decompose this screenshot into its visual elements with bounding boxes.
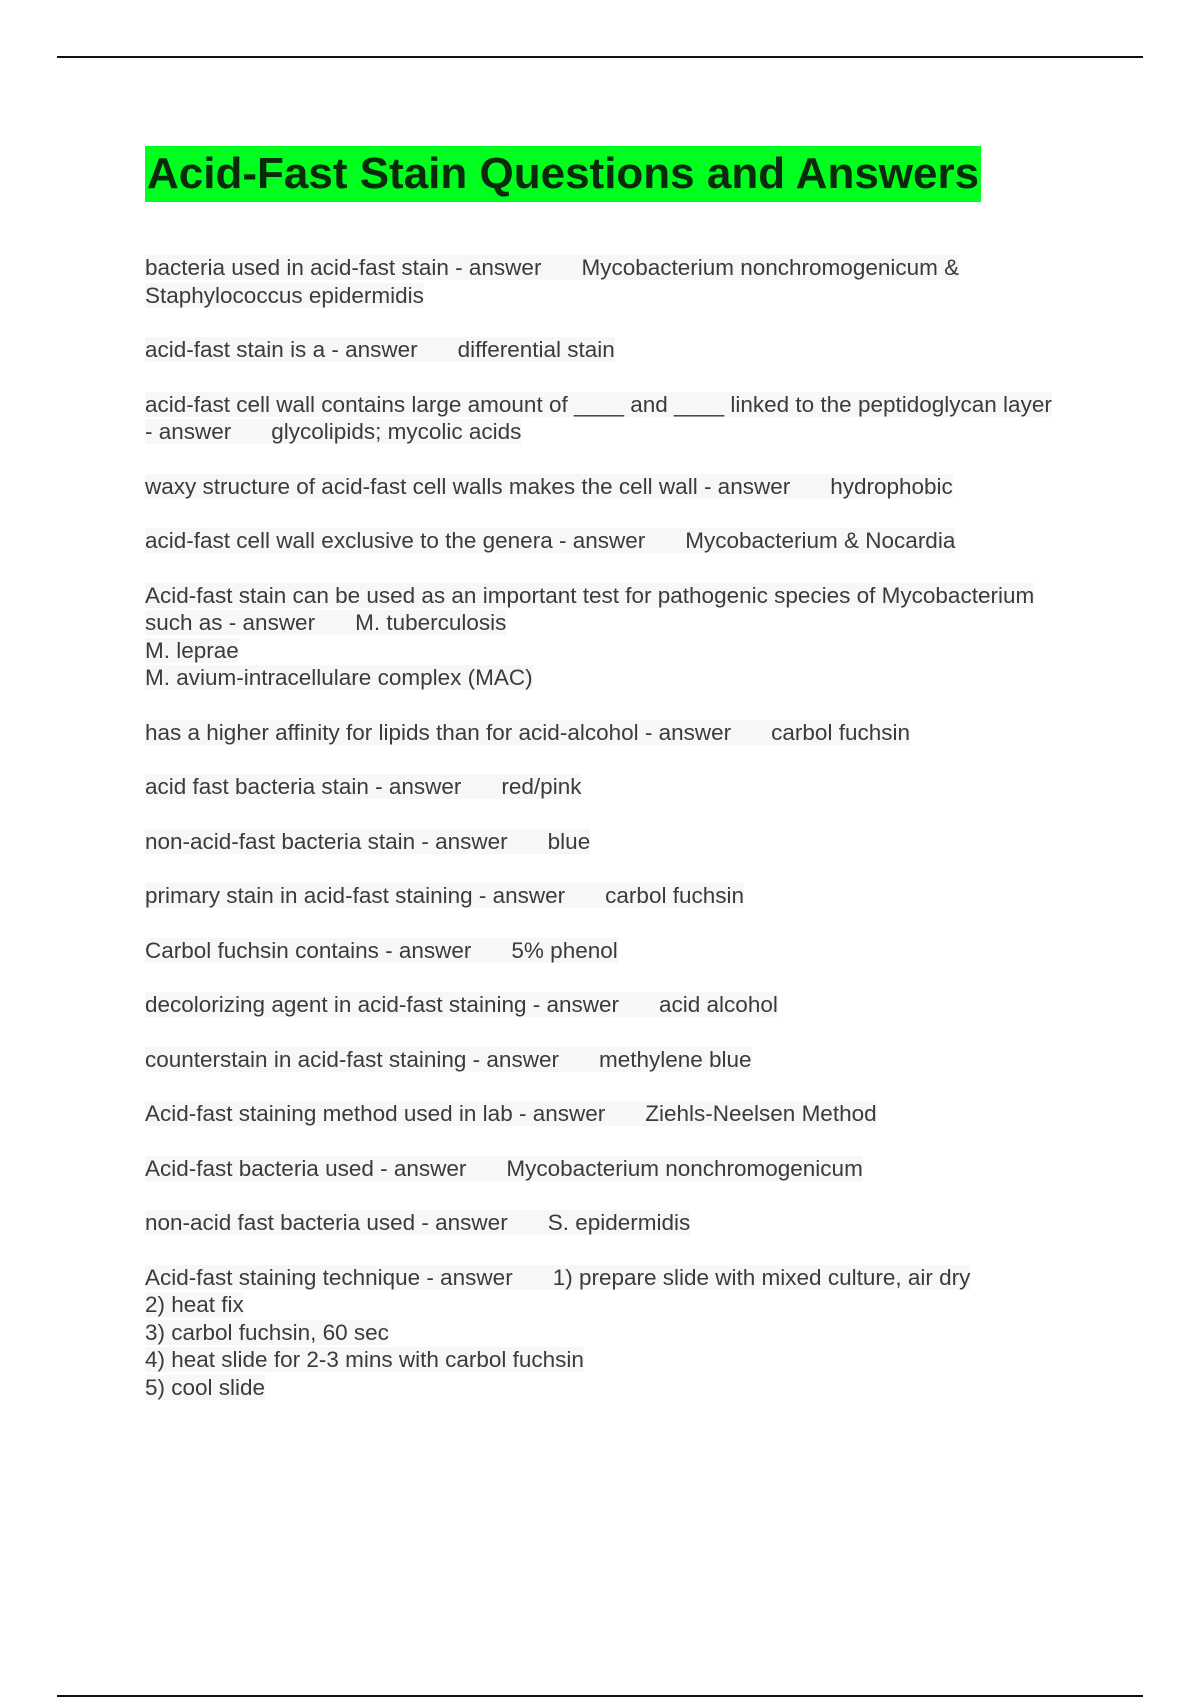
answer-continuation-text: 4) heat slide for 2-3 mins with carbol fuchsin (145, 1347, 584, 1372)
answer-text: blue (547, 828, 591, 854)
answer-text: carbol fuchsin (771, 719, 910, 745)
answer-continuation-text: 5) cool slide (145, 1374, 266, 1400)
qa-item (145, 937, 1065, 965)
qa-line (145, 1265, 970, 1290)
qa-item (145, 473, 1065, 501)
answer-continuation (145, 1374, 1065, 1402)
qa-line (145, 883, 744, 908)
question-text: bacteria used in acid-fast stain - answer (145, 255, 542, 280)
answer-text: methylene blue (598, 1046, 752, 1072)
answer-text: Mycobacterium & Nocardia (685, 528, 956, 553)
qa-line (145, 992, 778, 1017)
question-text: acid fast bacteria stain - answer (145, 774, 462, 799)
answer-continuation (145, 1291, 1065, 1319)
answer-text: red/pink (501, 774, 582, 799)
answer-text: Ziehls-Neelsen Method (645, 1101, 877, 1126)
qa-item (145, 773, 1065, 801)
qa-item (145, 1155, 1065, 1183)
qa-item (145, 882, 1065, 910)
qa-line (145, 774, 581, 799)
qa-line (145, 583, 1034, 636)
answer-text: M. tuberculosis (355, 610, 507, 635)
answer-continuation (145, 637, 1065, 665)
qa-line (145, 720, 910, 745)
qa-item (145, 1046, 1065, 1074)
answer-text: 1) prepare slide with mixed culture, air dry (552, 1264, 971, 1290)
question-text: Carbol fuchsin contains - answer (145, 937, 472, 963)
question-text: Acid-fast staining technique - answer (145, 1264, 513, 1290)
qa-item (145, 527, 1065, 555)
question-text: decolorizing agent in acid-fast staining - answer (145, 992, 620, 1017)
qa-item (145, 991, 1065, 1019)
question-text: acid-fast cell wall exclusive to the genera - answer (145, 528, 646, 553)
question-text: primary stain in acid-fast staining - answer (145, 883, 566, 908)
qa-item (145, 336, 1065, 364)
answer-text: glycolipids; mycolic acids (271, 419, 522, 444)
qa-item (145, 254, 1065, 309)
answer-continuation (145, 1346, 1065, 1374)
document-body (145, 146, 1065, 1428)
qa-line (145, 255, 959, 308)
question-text: has a higher affinity for lipids than for acid-alcohol - answer (145, 719, 732, 745)
answer-continuation-text: M. leprae (145, 637, 239, 663)
qa-line (145, 337, 615, 362)
answer-continuation-text: M. avium-intracellulare complex (MAC) (145, 665, 533, 690)
answer-text: differential stain (457, 337, 615, 362)
answer-continuation (145, 664, 1065, 692)
answer-text: acid alcohol (659, 992, 778, 1017)
question-text: acid-fast stain is a - answer (145, 337, 418, 362)
question-text: counterstain in acid-fast staining - answer (145, 1046, 559, 1072)
question-text: waxy structure of acid-fast cell walls makes the cell wall - answer (145, 473, 791, 499)
question-text: non-acid fast bacteria used - answer (145, 1210, 508, 1235)
qa-line (145, 938, 618, 963)
answer-text: 5% phenol (511, 937, 618, 963)
qa-line (145, 474, 953, 499)
title-block (145, 146, 1065, 202)
answer-text: Mycobacterium nonchromogenicum & Staphylococcus epidermidis (145, 255, 960, 308)
answer-text: carbol fuchsin (605, 883, 744, 908)
qa-line (145, 1210, 690, 1235)
qa-item (145, 391, 1065, 446)
qa-item (145, 719, 1065, 747)
answer-continuation-text: 3) carbol fuchsin, 60 sec (145, 1319, 389, 1345)
answer-text: Mycobacterium nonchromogenicum (506, 1155, 863, 1181)
answer-text: hydrophobic (830, 473, 953, 499)
question-text: Acid-fast stain can be used as an important test for pathogenic species of Mycobacterium such as - answer (145, 582, 1035, 635)
qa-item (145, 582, 1065, 692)
qa-list (145, 254, 1065, 1401)
question-text: non-acid-fast bacteria stain - answer (145, 828, 508, 854)
bottom-rule (57, 1695, 1143, 1697)
question-text: Acid-fast staining method used in lab - answer (145, 1101, 606, 1126)
qa-line (145, 528, 955, 553)
document-title: Acid-Fast Stain Questions and Answers (145, 146, 981, 202)
question-text: Acid-fast bacteria used - answer (145, 1155, 467, 1181)
qa-line (145, 392, 1052, 445)
qa-line (145, 1047, 752, 1072)
answer-text: S. epidermidis (547, 1210, 691, 1235)
qa-item (145, 1264, 1065, 1402)
qa-item (145, 1100, 1065, 1128)
qa-line (145, 1101, 877, 1126)
answer-continuation (145, 1319, 1065, 1347)
qa-item (145, 1209, 1065, 1237)
qa-line (145, 1156, 863, 1181)
qa-line (145, 829, 590, 854)
question-text: acid-fast cell wall contains large amount of ____ and ____ linked to the peptidoglycan layer - answer (145, 391, 1052, 444)
qa-item (145, 828, 1065, 856)
answer-continuation-text: 2) heat fix (145, 1292, 244, 1317)
top-rule (57, 56, 1143, 58)
